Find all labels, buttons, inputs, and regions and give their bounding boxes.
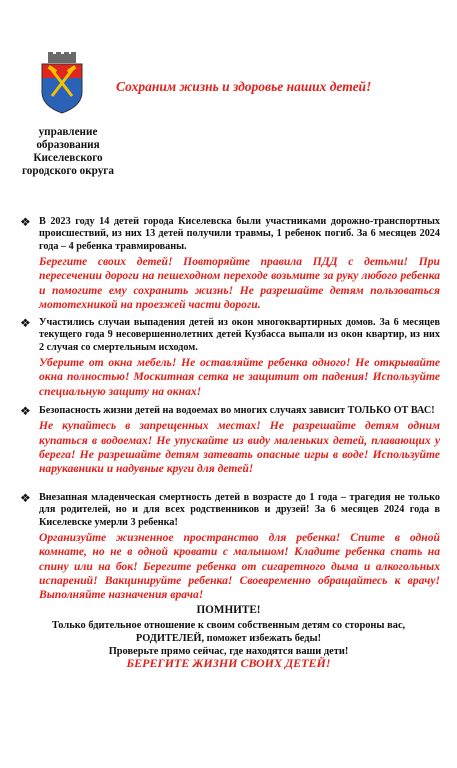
- diamond-bullet-icon: ❖: [20, 316, 31, 330]
- warning-text: Уберите от окна мебель! Не оставляйте ребенка одного! Не открывайте окна полностью! Москитная сетка не защитит от падения! Используйте специальную защиту на окнах!: [39, 356, 440, 398]
- fact-text: Безопасность жизни детей на водоемах во многих случаях зависит ТОЛЬКО ОТ ВАС!: [39, 405, 435, 416]
- footer-line-3: Проверьте прямо сейчас, где находятся ваши дети!: [108, 645, 349, 657]
- section-infant-safety: [20, 492, 440, 602]
- remember-heading: ПОМНИТЕ!: [196, 604, 261, 616]
- page-title: Сохраним жизнь и здоровье наших детей!: [116, 79, 372, 94]
- fact-text: В 2023 году 14 детей города Киселевска были участниками дорожно-транспортных происшествий, из них 13 детей получили травмы, 1 ребенок погиб. За 6 месяцев 2024 года – 4 ребенка травмированы.: [39, 216, 440, 252]
- warning-text: Берегите своих детей! Повторяйте правила ПДД с детьми! При пересечении дороги на пешеходном переходе возьмите за руку любого ребенка и помогите ему сохранить жизнь! Не разрешайте детям пользоваться мототехникой на проезжей части дороги.: [39, 255, 440, 311]
- footer-line-1: Только бдительное отношение к своим собственным детям со стороны вас,: [51, 620, 406, 631]
- coat-of-arms-icon: [38, 52, 86, 114]
- diamond-bullet-icon: ❖: [20, 491, 31, 505]
- footer-line-2: РОДИТЕЛЕЙ, поможет избежать беды!: [135, 632, 322, 644]
- warning-text: Организуйте жизненное пространство для ребенка! Спите в одной комнате, но не в одной кровати с малышом! Кладите ребенка спать на спину или на бок! Берегите ребенка от сигаретного дыма и алкогольных испарений! Вакцинируйте ребенка! Своевременно обращайтесь к врачу! Выполняйте назначения врача!: [39, 531, 440, 602]
- fact-text: Участились случаи выпадения детей из окон многоквартирных домов. За 6 месяцев текущего года 9 несовершеннолетних детей Кузбасса выпали из окон квартир, из них 2 случая со смертельным исходом.: [39, 317, 440, 353]
- section-window-safety: [20, 317, 440, 399]
- fact-text: Внезапная младенческая смертность детей в возрасте до 1 года – трагедия не только для родителей, но и для всех родственников и друзей! За 6 месяцев 2024 года в Киселевске умерли 3 ребенка!: [39, 492, 440, 528]
- section-road-safety: [20, 216, 440, 312]
- warning-text: Не купайтесь в запрещенных местах! Не разрешайте детям одним купаться в водоемах! Не упускайте из виду маленьких детей, плавающих у берега! Не разрешайте детям затевать опасные игры в воде! Используйте нарукавники и надувные круги для детей!: [39, 419, 440, 476]
- footer-text: [0, 620, 457, 658]
- diamond-bullet-icon: ❖: [20, 215, 31, 229]
- diamond-bullet-icon: ❖: [20, 404, 31, 418]
- footer-slogan: БЕРЕГИТЕ ЖИЗНИ СВОИХ ДЕТЕЙ!: [126, 656, 331, 670]
- organization-name: управление образования Киселевского городского округа: [22, 126, 114, 177]
- section-water-safety: [20, 405, 440, 476]
